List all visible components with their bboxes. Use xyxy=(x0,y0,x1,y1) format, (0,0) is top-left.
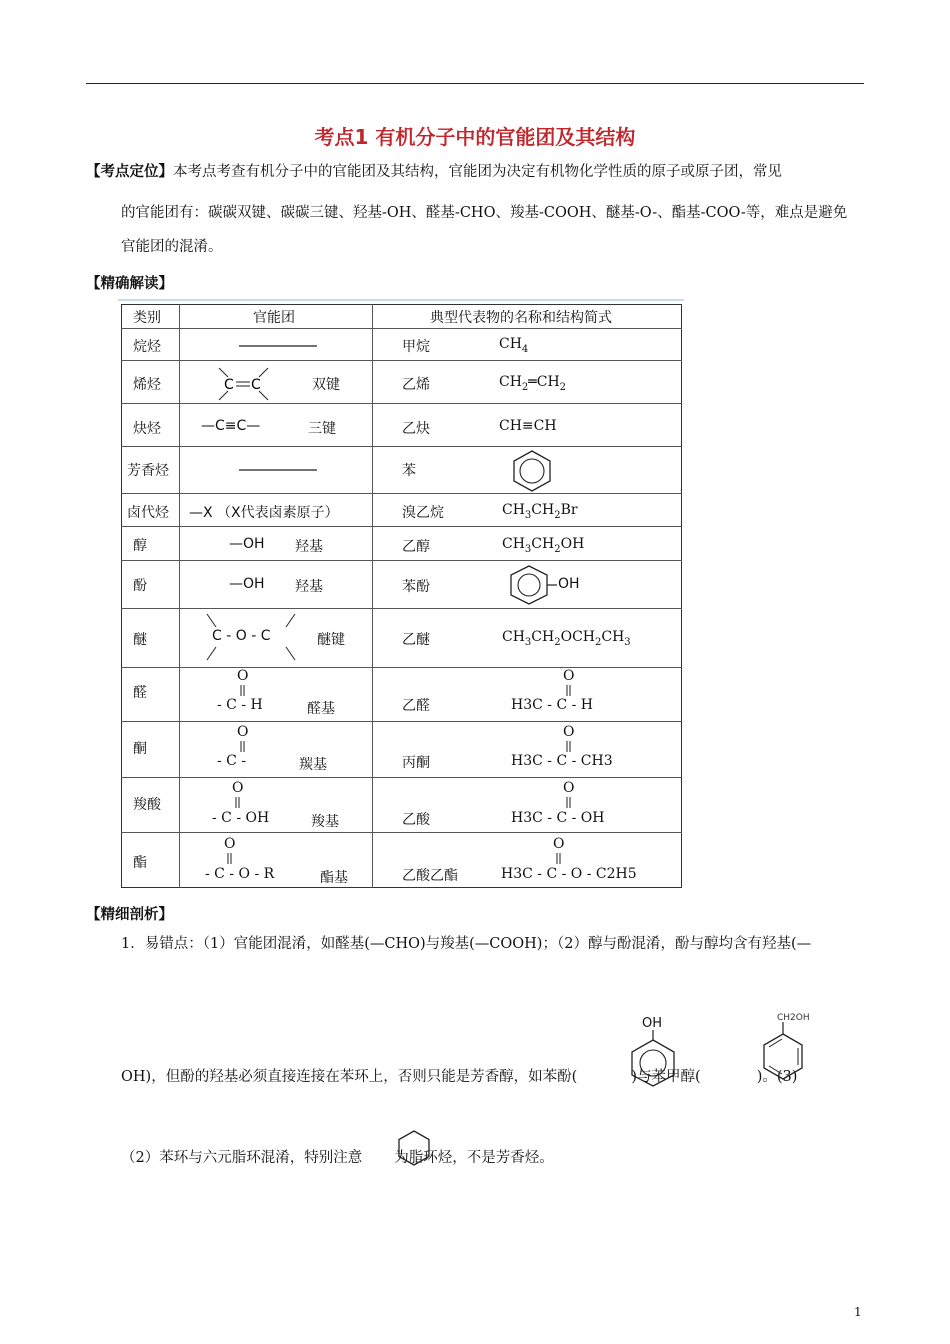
svg-text:C: C xyxy=(251,377,261,393)
category-alcohol: 醇 xyxy=(133,538,147,554)
name-ethanol: 乙醇 xyxy=(402,539,430,555)
analysis-text-3b: 为脂环烃，不是芳香烃。 xyxy=(394,1150,554,1166)
svg-text:C: C xyxy=(224,377,234,393)
row-divider xyxy=(121,832,682,833)
formula-diethyl-ether: $CH_3CH_2OCH_2CH_3$ xyxy=(502,629,631,648)
analysis-text-2c: )。(3) xyxy=(756,1069,798,1085)
formula-bromoethane: $CH_3CH_2Br$ xyxy=(502,502,578,521)
fg-name-carboxyl: 羧基 xyxy=(311,814,339,830)
formula-ethanol: $CH_3CH_2OH$ xyxy=(502,536,585,555)
fg-ketone: - C - xyxy=(217,753,247,769)
category-ester: 酯 xyxy=(133,855,147,871)
oxygen-label: O xyxy=(232,780,244,796)
name-acetaldehyde: 乙醛 xyxy=(402,698,430,714)
table-shadow xyxy=(118,299,684,301)
formula-acetone: H3C - C - CH3 xyxy=(511,753,613,769)
benzyl-ch2oh-text: CH2OH xyxy=(777,1013,810,1023)
name-diethyl-ether: 乙醚 xyxy=(402,632,430,648)
oxygen-label: O xyxy=(237,724,249,740)
double-bond-structure xyxy=(213,364,283,404)
analysis-text-3a: （2）苯环与六元脂环混淆，特别注意 xyxy=(121,1150,363,1166)
fg-name-aldehyde: 醛基 xyxy=(307,701,335,717)
intro-line-1 xyxy=(86,162,782,182)
oxygen-label: O xyxy=(224,836,236,852)
row-divider xyxy=(121,493,682,494)
fg-name-ether: 醚键 xyxy=(317,632,345,648)
category-alkene: 烯烃 xyxy=(133,377,161,393)
category-ether: 醚 xyxy=(133,632,147,648)
formula-acetic-acid: H3C - C - OH xyxy=(511,810,605,826)
fg-ether: C - O - C xyxy=(212,628,271,644)
name-phenol: 苯酚 xyxy=(402,579,430,595)
name-benzene: 苯 xyxy=(402,463,416,479)
carbonyl-double-bond xyxy=(566,685,572,697)
benzyl-alcohol-inline-icon xyxy=(760,1022,806,1082)
header-category: 类别 xyxy=(133,310,161,326)
analysis-text-2b: )与苯甲醇( xyxy=(631,1069,701,1085)
col-divider xyxy=(179,304,180,888)
phenol-oh-text: OH xyxy=(642,1016,663,1031)
row-divider xyxy=(121,403,682,404)
analysis-line-2 xyxy=(121,1067,797,1087)
section-precise-reading: 【精确解读】 xyxy=(86,276,173,292)
row-divider xyxy=(121,667,682,668)
phenol-inline-icon xyxy=(628,1030,678,1086)
fg-halogen: —X （X代表卤素原子） xyxy=(189,505,339,521)
name-ethylene: 乙烯 xyxy=(402,377,430,393)
category-alkyne: 炔烃 xyxy=(133,421,161,437)
row-divider xyxy=(121,446,682,447)
oxygen-label: O xyxy=(237,668,249,684)
carbonyl-double-bond xyxy=(556,853,562,865)
category-aldehyde: 醛 xyxy=(133,685,147,701)
fg-carboxyl: - C - OH xyxy=(212,810,270,826)
name-acetic-acid: 乙酸 xyxy=(402,812,430,828)
row-divider xyxy=(121,721,682,722)
formula-ethyl-acetate: H3C - C - O - C2H5 xyxy=(501,866,637,882)
intro-line-2: 的官能团有：碳碳双键、碳碳三键、羟基-OH、醛基-CHO、羧基-COOH、醚基-O-、酯基-COO-等，难点是避免 xyxy=(121,205,848,221)
fg-hydroxyl: —OH xyxy=(229,576,265,592)
category-aromatic: 芳香烃 xyxy=(127,463,169,479)
page-title: 考点1 有机分子中的官能团及其结构 xyxy=(314,125,636,149)
no-group-line xyxy=(239,345,319,347)
category-alkane: 烷烃 xyxy=(133,339,161,355)
intro-line-3: 官能团的混淆。 xyxy=(121,239,223,255)
oxygen-label: O xyxy=(563,668,575,684)
row-divider xyxy=(121,526,682,527)
page-number: 1 xyxy=(854,1305,862,1319)
category-ketone: 酮 xyxy=(133,741,147,757)
fg-name-carbonyl: 羰基 xyxy=(299,757,327,773)
row-divider xyxy=(121,777,682,778)
name-acetone: 丙酮 xyxy=(402,755,430,771)
header-representative: 典型代表物的名称和结构简式 xyxy=(430,310,612,326)
formula-acetaldehyde: H3C - C - H xyxy=(511,697,594,713)
no-group-line xyxy=(239,469,319,471)
carbonyl-double-bond xyxy=(566,797,572,809)
analysis-text-2a: OH)，但酚的羟基必须直接连接在苯环上，否则只能是芳香醇，如苯酚( xyxy=(121,1069,578,1085)
benzene-ring-icon xyxy=(511,450,553,492)
row-divider xyxy=(121,360,682,361)
name-acetylene: 乙炔 xyxy=(402,421,430,437)
fg-name-double-bond: 双键 xyxy=(312,377,340,393)
formula-ethylene: $CH_2═CH_2$ xyxy=(499,374,567,393)
name-methane: 甲烷 xyxy=(402,339,430,355)
section-detailed-analysis: 【精细剖析】 xyxy=(86,907,173,923)
header-functional-group: 官能团 xyxy=(253,310,295,326)
intro-label: 【考点定位】 xyxy=(86,164,173,180)
col-divider xyxy=(372,304,373,888)
fg-name-ester: 酯基 xyxy=(320,870,348,886)
cyclohexane-icon xyxy=(397,1130,431,1166)
carbonyl-double-bond xyxy=(227,853,233,865)
oxygen-label: O xyxy=(553,836,565,852)
functional-group-table xyxy=(121,304,682,888)
fg-name-hydroxyl: 羟基 xyxy=(295,579,323,595)
fg-name-hydroxyl: 羟基 xyxy=(295,539,323,555)
fg-aldehyde: - C - H xyxy=(217,697,263,713)
row-divider xyxy=(121,328,682,329)
name-bromoethane: 溴乙烷 xyxy=(402,505,444,521)
fg-name-triple-bond: 三键 xyxy=(308,421,336,437)
formula-acetylene: CH≡CH xyxy=(499,418,557,434)
analysis-line-3 xyxy=(121,1148,554,1168)
row-divider xyxy=(121,560,682,561)
oxygen-label: O xyxy=(563,780,575,796)
phenol-structure-icon xyxy=(509,565,559,605)
formula-methane: $CH_4$ xyxy=(499,336,529,355)
fg-ester: - C - O - R xyxy=(205,866,275,882)
category-phenol: 酚 xyxy=(133,578,147,594)
carbonyl-double-bond xyxy=(240,685,246,697)
row-divider xyxy=(121,608,682,609)
carbonyl-double-bond xyxy=(566,741,572,753)
carbonyl-double-bond xyxy=(235,797,241,809)
category-haloalkane: 卤代烃 xyxy=(127,505,169,521)
fg-hydroxyl: —OH xyxy=(229,536,265,552)
category-carboxylic-acid: 羧酸 xyxy=(133,797,161,813)
fg-triple-bond: —C≡C— xyxy=(201,418,261,434)
intro-text-1: 本考点考查有机分子中的官能团及其结构，官能团为决定有机物化学性质的原子或原子团，常见 xyxy=(173,164,782,180)
header-rule xyxy=(86,83,864,84)
oxygen-label: O xyxy=(563,724,575,740)
carbonyl-double-bond xyxy=(240,741,246,753)
name-ethyl-acetate: 乙酸乙酯 xyxy=(402,868,458,884)
analysis-line-1: 1．易错点：（1）官能团混淆，如醛基(—CHO)与羧基(—COOH)；（2）醇与酚混淆，酚与醇均含有羟基(— xyxy=(121,936,812,952)
phenol-oh-label: OH xyxy=(558,576,580,592)
